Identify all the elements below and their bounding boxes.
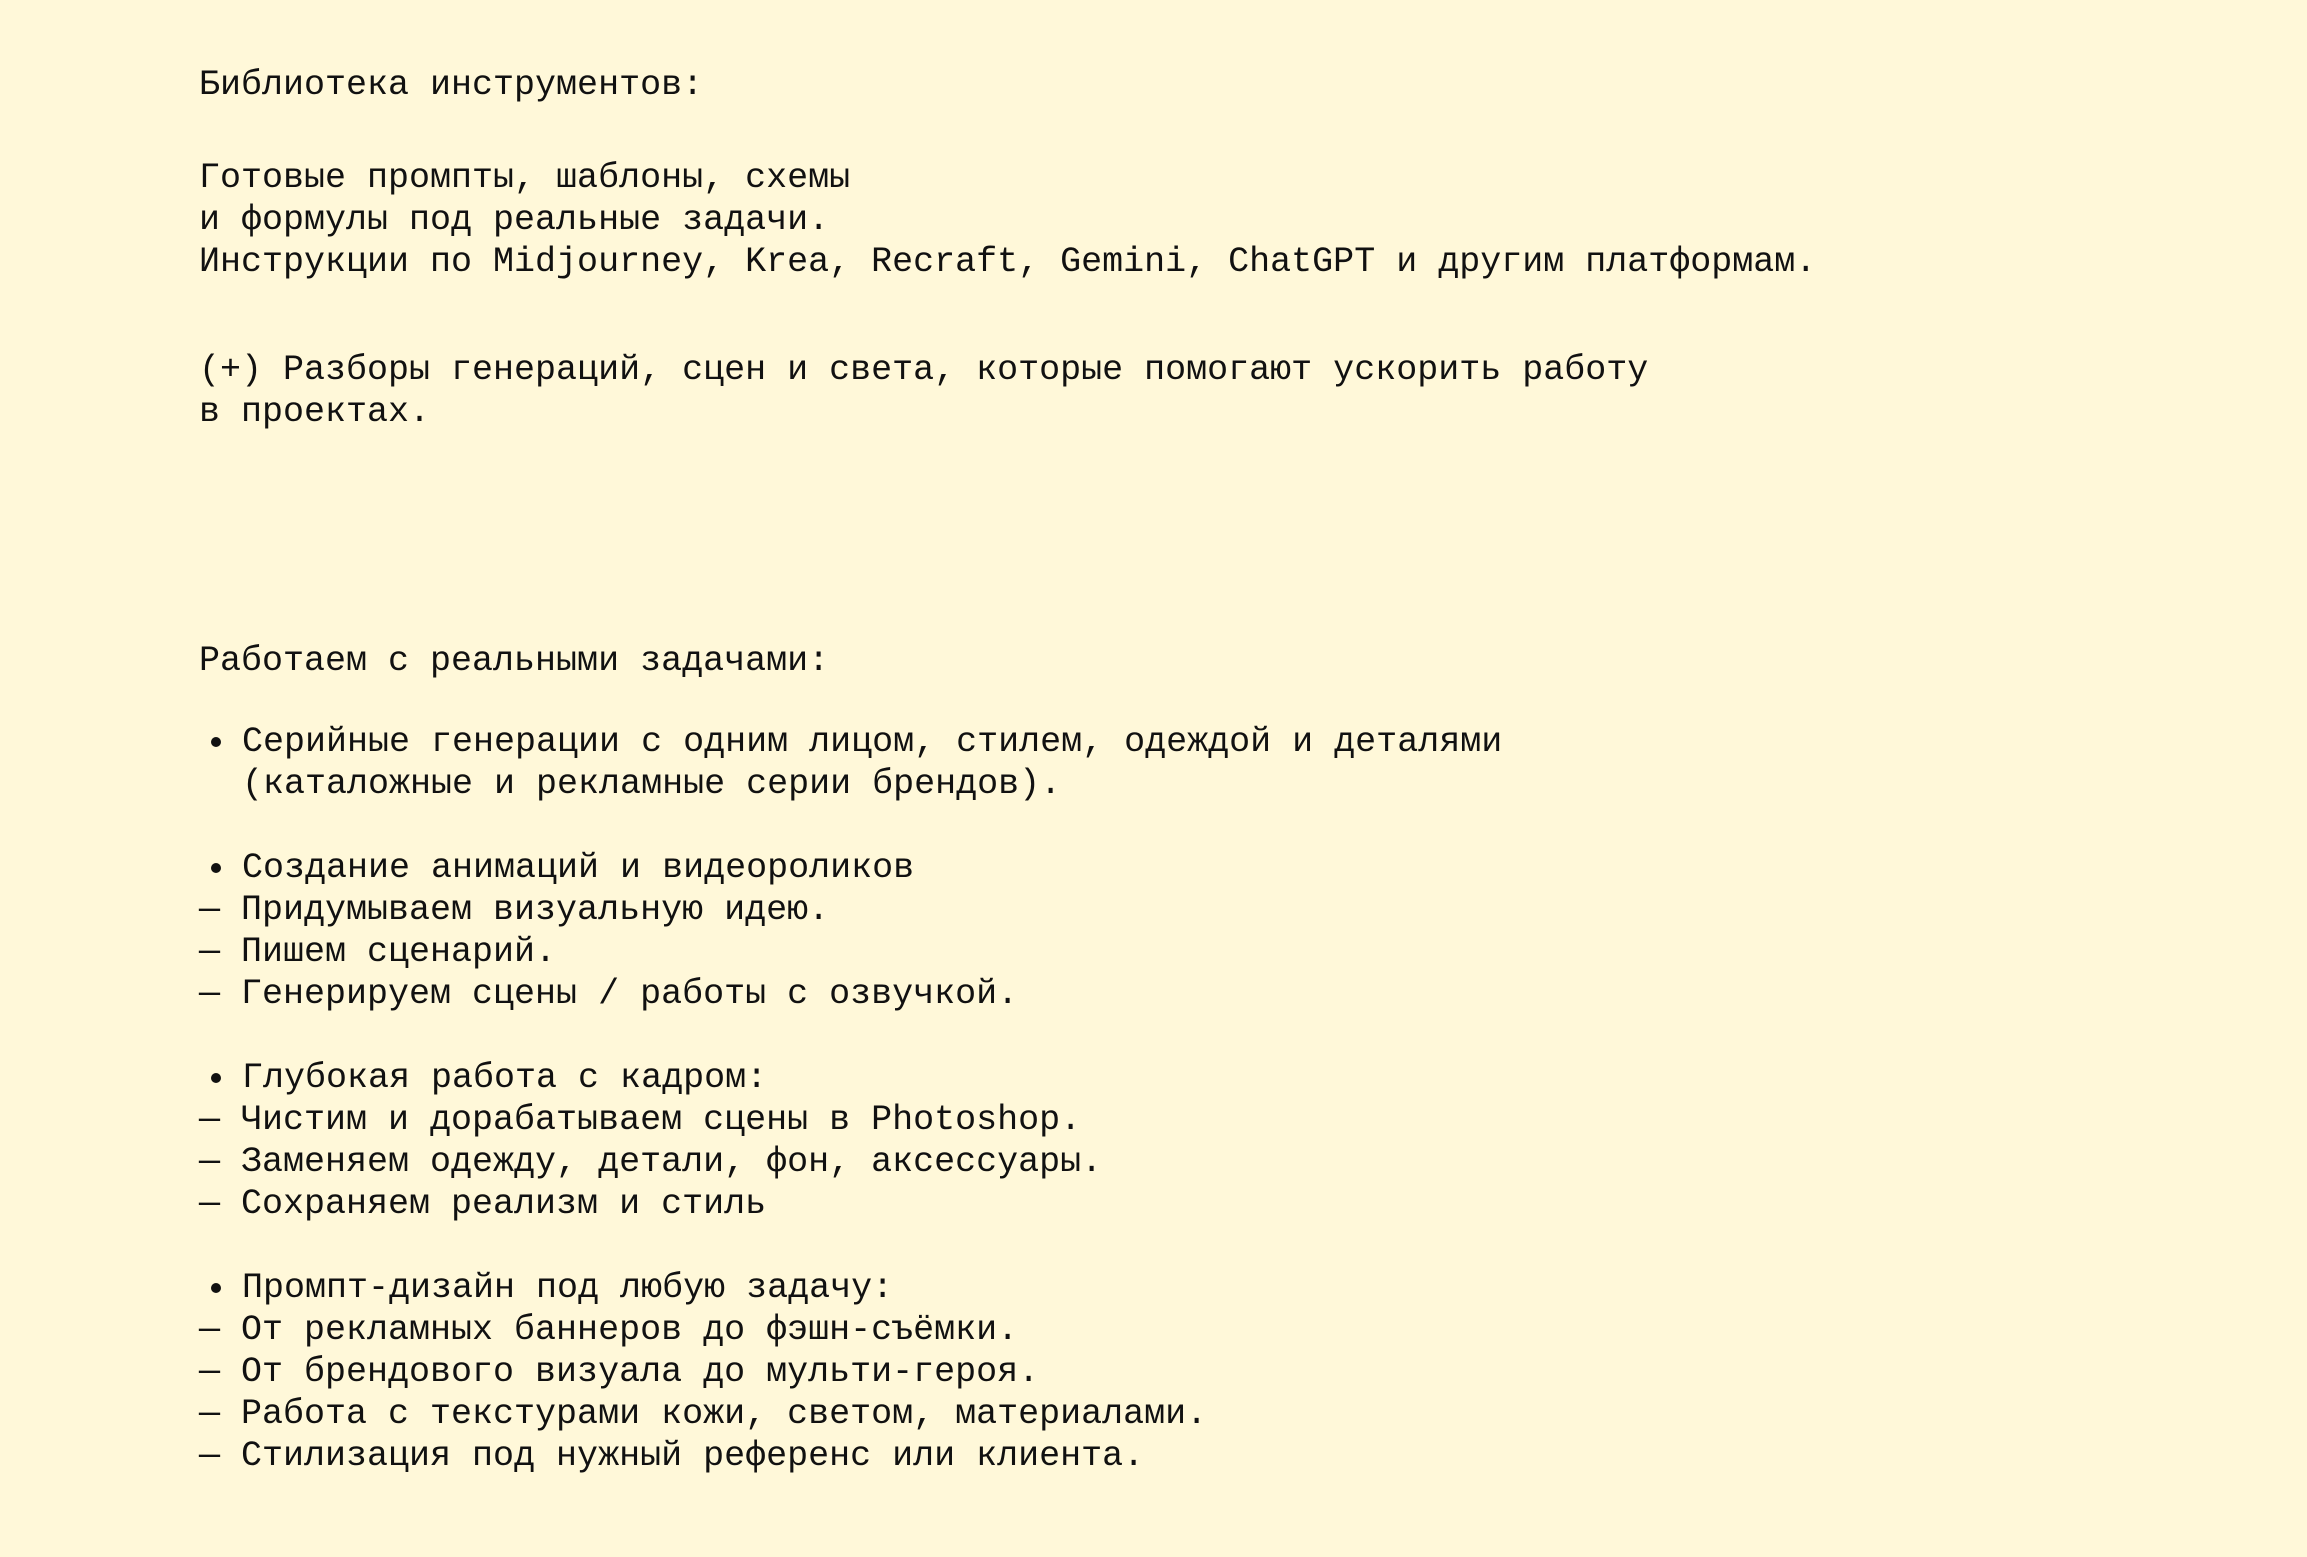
- list-item: — Сохраняем реализм и стиль: [199, 1184, 767, 1224]
- library-note-line: (+) Разборы генераций, сцен и света, которые помогают ускорить работу: [199, 350, 1649, 390]
- group-title: Промпт-дизайн под любую задачу:: [242, 1268, 894, 1308]
- list-item: — Чистим и дорабатываем сцены в Photoshop.: [199, 1100, 1082, 1140]
- bullet-icon: [211, 863, 221, 873]
- list-item: — Генерируем сцены / работы с озвучкой.: [199, 974, 1019, 1014]
- list-item: — Придумываем визуальную идею.: [199, 890, 830, 930]
- list-item: — Заменяем одежду, детали, фон, аксессуары.: [199, 1142, 1103, 1182]
- bullet-icon: [211, 1073, 221, 1083]
- library-line: и формулы под реальные задачи.: [199, 200, 830, 240]
- list-item: — От рекламных баннеров до фэшн-съёмки.: [199, 1310, 1019, 1350]
- library-line: Готовые промпты, шаблоны, схемы: [199, 158, 851, 198]
- bullet-icon: [211, 1283, 221, 1293]
- tasks-heading: Работаем с реальными задачами:: [199, 641, 830, 681]
- list-item: — Пишем сценарий.: [199, 932, 557, 972]
- list-item: — Работа с текстурами кожи, светом, материалами.: [199, 1394, 1208, 1434]
- library-heading: Библиотека инструментов:: [199, 65, 704, 105]
- bullet-icon: [211, 737, 221, 747]
- group-title: Глубокая работа с кадром:: [242, 1058, 768, 1098]
- list-item: — Стилизация под нужный референс или клиента.: [199, 1436, 1145, 1476]
- group-title-continuation: (каталожные и рекламные серии брендов).: [242, 764, 1062, 804]
- group-title: Серийные генерации с одним лицом, стилем, одеждой и деталями: [242, 722, 1503, 762]
- library-note-line: в проектах.: [199, 392, 431, 432]
- group-title: Создание анимаций и видеороликов: [242, 848, 915, 888]
- list-item: — От брендового визуала до мульти-героя.: [199, 1352, 1040, 1392]
- library-line: Инструкции по Midjourney, Krea, Recraft, Gemini, ChatGPT и другим платформам.: [199, 242, 1817, 282]
